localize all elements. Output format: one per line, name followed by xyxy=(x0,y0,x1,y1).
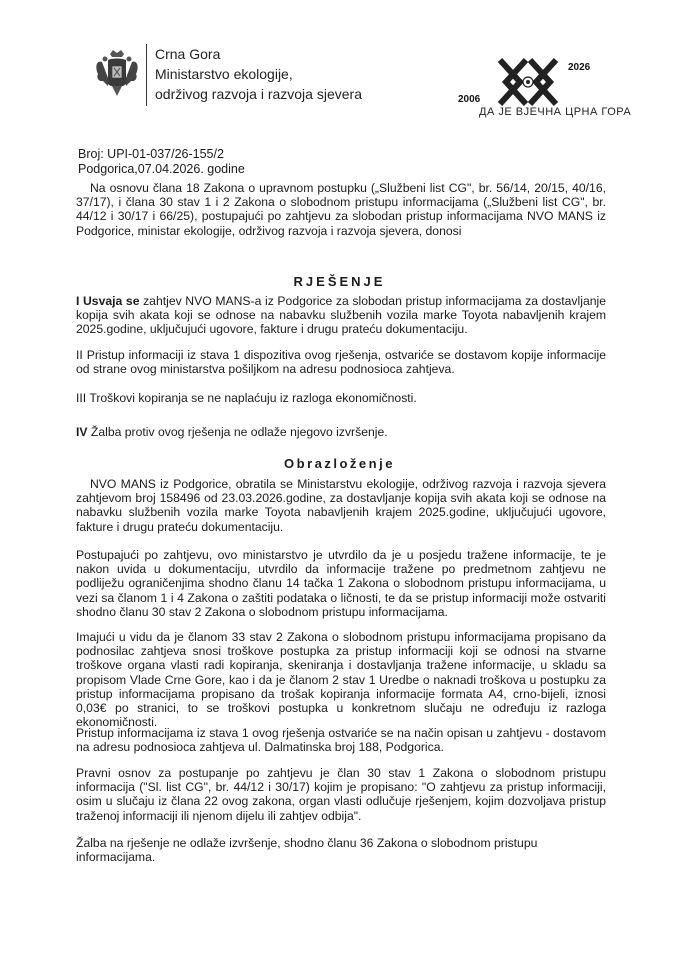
intro-paragraph: Na osnovu člana 18 Zakona o upravnom postupku („Službeni list CG", br. 56/14, 20/15, 40/16, 37/17), i člana 30 stav 1 i 2 Zakona o slobodnom pristupu informacijama („Službeni list CG", br. 44/12 i 30/17 i 66/25), postupajući po zahtjevu za slobodan pristup informacijama NVO MANS iz Podgorice, ministar ekologije, održivog razvoja i razvoja sjevera, donosi xyxy=(76,181,606,238)
reasoning-paragraph-6: Žalba na rješenje ne odlaže izvršenje, shodno članu 36 Zakona o slobodnom pristupu informacijama. xyxy=(76,836,538,865)
header-line-ministry-cont: održivog razvoja i razvoja sjevera xyxy=(155,86,362,102)
dispositive-item-1 xyxy=(76,294,606,337)
dispositive-item-2 xyxy=(76,348,606,376)
document-number: Broj: UPI-01-037/26-155/2 xyxy=(78,147,224,161)
logo-motto: ДА ЈЕ ВЈЕЧНА ЦРНА ГОРА xyxy=(479,106,632,118)
dispositive-text: Pristup informaciji iz stava 1 dispozitiva ovog rješenja, ostvariće se dostavom kopije informacije od strane ovog ministarstva pošiljkom na adresu podnosioca zahtjeva. xyxy=(76,348,606,377)
reasoning-paragraph-5: Pravni osnov za postupanje po zahtjevu je član 30 stav 1 Zakona o slobodnom pristupu informacija ("Sl. list CG", br. 44/12 i 30/17) kojim je propisano: "O zahtjevu za pristup informaciji, osim u slučaju iz člana 22 ovog zakona, organ vlasti odlučuje rješenjem, kojim dozvoljava pristup traženoj informaciji ili njenom dijelu ili zahtjev odbija". xyxy=(76,766,606,823)
dispositive-lead: III xyxy=(76,391,87,405)
header-line-country: Crna Gora xyxy=(155,46,221,62)
logo-year-left: 2006 xyxy=(458,94,481,105)
ministry-name xyxy=(155,44,362,104)
dispositive-item-3 xyxy=(76,391,606,405)
logo-year-right: 2026 xyxy=(568,62,591,73)
dispositive-lead: II xyxy=(76,348,83,362)
dispositive-lead: IV xyxy=(76,425,88,439)
decision-title: RJEŠENJE xyxy=(293,274,386,289)
dispositive-text: Žalba protiv ovog rješenja ne odlaže njegovo izvršenje. xyxy=(87,425,388,439)
document-place-date: Podgorica,07.04.2026. godine xyxy=(78,162,245,176)
header-divider xyxy=(146,44,147,106)
document-meta xyxy=(78,147,245,177)
dispositive-lead: I Usvaja se xyxy=(76,294,140,308)
dispositive-text: zahtjev NVO MANS-a iz Podgorice za slobodan pristup informacijama za dostavljanje kopija svih akata koji se odnose na nabavku službenih vozila marke Toyota nabavljenih krajem 2025.godine, uključujući ugovore, fakture i drugu prateću dokumentaciju. xyxy=(76,294,606,337)
reasoning-paragraph-1: NVO MANS iz Podgorice, obratila se Ministarstvu ekologije, održivog razvoja i razvoja sjevera zahtjevom broj 158496 od 23.03.2026.godine, za dostavljanje kopija svih akata koji se odnose na nabavku službenih vozila marke Toyota nabavljenih krajem 2025.godine, uključujući ugovore, fakture i drugu prateću dokumentaciju. xyxy=(76,477,606,534)
header-line-ministry: Ministarstvo ekologije, xyxy=(155,66,293,82)
dispositive-item-4 xyxy=(76,425,606,439)
dispositive-text: Troškovi kopiranja se ne naplaćuju iz razloga ekonomičnosti. xyxy=(86,391,417,405)
reasoning-paragraph-2: Postupajući po zahtjevu, ovo ministarstvo je utvrdilo da je u posjedu tražene informacije, te je nakon uvida u dokumentaciju, utvrdilo da informacije tražene po predmetnom zahtjevu ne podliježu ograničenjima shodno članu 14 tačka 1 Zakona o slobodnom pristupu informacijama, u vezi sa članom 1 i 4 Zakona o zaštiti podataka o ličnosti, te da se pristup informaciji može ostvariti shodno članu 30 stav 2 Zakona o slobodnom pristupu informacijama. xyxy=(76,548,606,619)
coat-of-arms-icon xyxy=(94,48,140,100)
reasoning-title: Obrazloženje xyxy=(284,456,395,471)
reasoning-paragraph-4: Pristup informacijama iz stava 1 ovog rješenja ostvariće se na način opisan u zahtjevu - dostavom na adresu podnosioca zahtjeva ul. Dalmatinska broj 188, Podgorica. xyxy=(76,726,606,755)
reasoning-paragraph-3: Imajući u vidu da je članom 33 stav 2 Zakona o slobodnom pristupu informacijama propisano da podnosilac zahtjeva snosi troškove postupka za pristup informaciji koji se odnosi na stvarne troškove organa vlasti radi kopiranja, skeniranja i dostavljanja tražene informacije, u skladu sa propisom Vlade Crne Gore, kao i da je članom 2 stav 1 Uredbe o naknadi troškova u postupku za pristup informacijama propisano da trošak kopiranja informacije formata A4, crno-bijeli, iznosi 0,03€ po stranici, to se troškovi postupka u konkretnom slučaju ne određuju iz razloga ekonomičnosti. xyxy=(76,630,606,730)
